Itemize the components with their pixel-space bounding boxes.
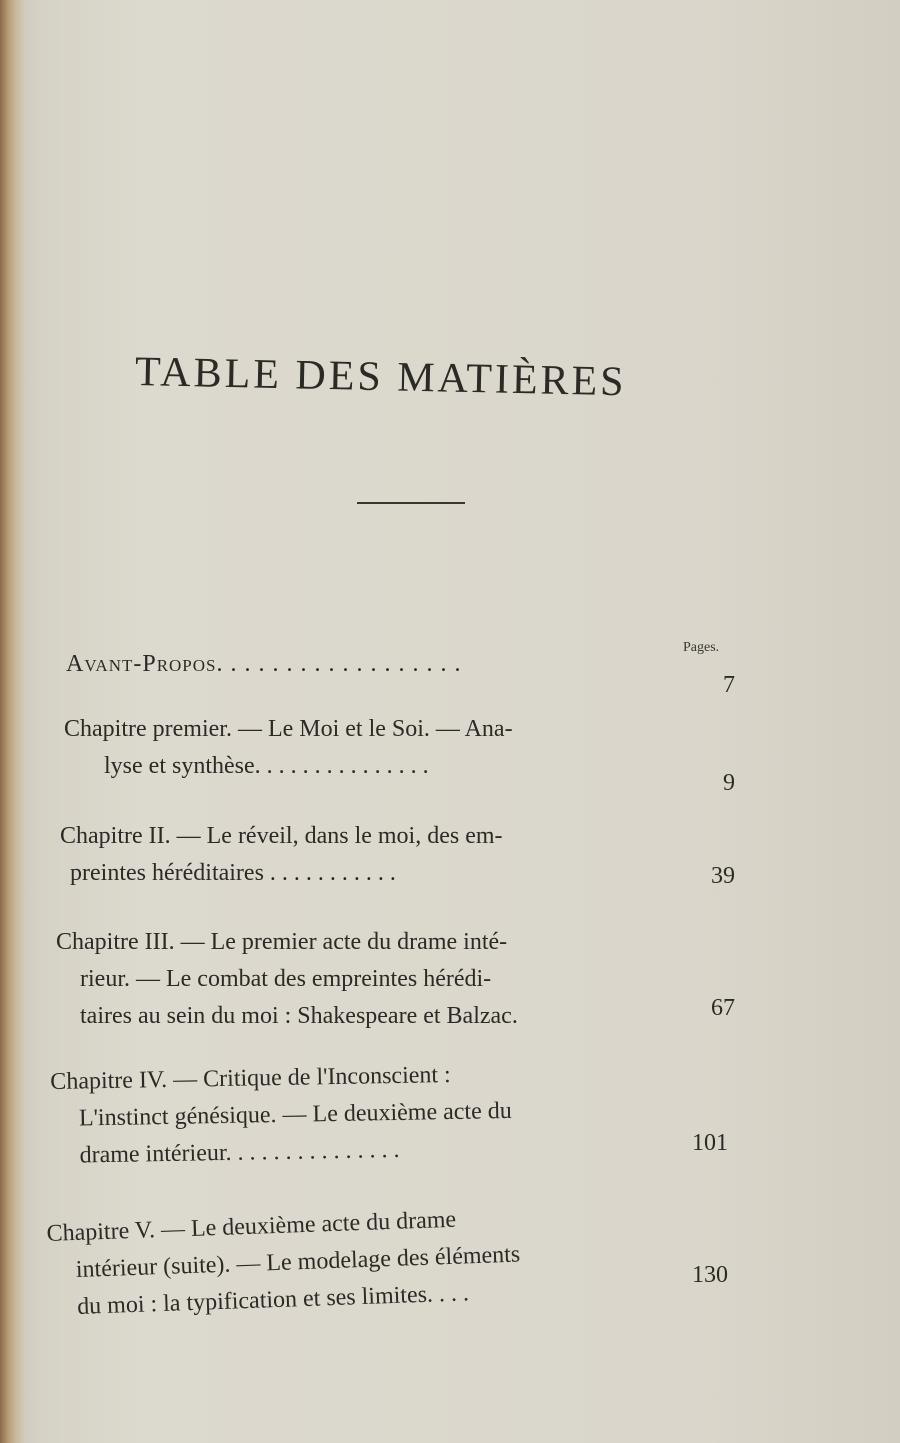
book-spine-edge xyxy=(0,0,26,1443)
toc-entry-line: drame intérieur. . . . . . . . . . . . . . . xyxy=(79,1136,400,1169)
toc-entry-line: lyse et synthèse. . . . . . . . . . . . . . . xyxy=(104,753,429,779)
toc-entry-page: 130 xyxy=(692,1262,728,1288)
toc-entry-line: Chapitre premier. — Le Moi et le Soi. — Ana- xyxy=(64,716,513,742)
toc-entry-line: rieur. — Le combat des empreintes hérédi- xyxy=(80,966,492,992)
title-rule xyxy=(357,502,465,504)
toc-entry-page: 7 xyxy=(723,672,735,698)
page-title: TABLE DES MATIÈRES xyxy=(134,349,628,406)
toc-entry-line: Chapitre II. — Le réveil, dans le moi, des em- xyxy=(60,823,503,849)
toc-entry-avant-propos xyxy=(66,646,686,683)
pages-column-header: Pages. xyxy=(683,640,720,655)
toc-entry-page: 101 xyxy=(692,1130,728,1156)
toc-entry-line: preintes héréditaires . . . . . . . . . . . xyxy=(70,860,396,886)
toc-entry-page: 9 xyxy=(723,770,735,796)
toc-entry-chapitre-v xyxy=(46,1194,669,1327)
toc-entry-line: Chapitre III. — Le premier acte du drame inté- xyxy=(56,929,508,955)
toc-entry-line: du moi : la typification et ses limites. . . . xyxy=(76,1280,470,1320)
toc-entry-line: Avant-Propos. . . . . . . . . . . . . . . . . . xyxy=(66,651,462,677)
toc-entry-chapitre-premier xyxy=(64,711,684,785)
toc-entry-page: 39 xyxy=(711,863,735,889)
toc-entry-line: Chapitre IV. — Critique de l'Inconscient : xyxy=(50,1062,451,1095)
toc-entry-line: intérieur (suite). — Le modelage des éléments xyxy=(75,1241,521,1283)
toc-entry-line: Chapitre V. — Le deuxième acte du drame xyxy=(46,1206,457,1247)
toc-entry-chapitre-iv xyxy=(50,1053,672,1175)
toc-entry-chapitre-ii xyxy=(60,818,680,892)
toc-entry-line: taires au sein du moi : Shakespeare et Balzac. xyxy=(80,1003,518,1029)
toc-entry-chapitre-iii xyxy=(56,924,676,1035)
toc-entry-line: L'instinct génésique. — Le deuxième acte du xyxy=(78,1097,512,1132)
toc-entry-page: 67 xyxy=(711,995,735,1021)
